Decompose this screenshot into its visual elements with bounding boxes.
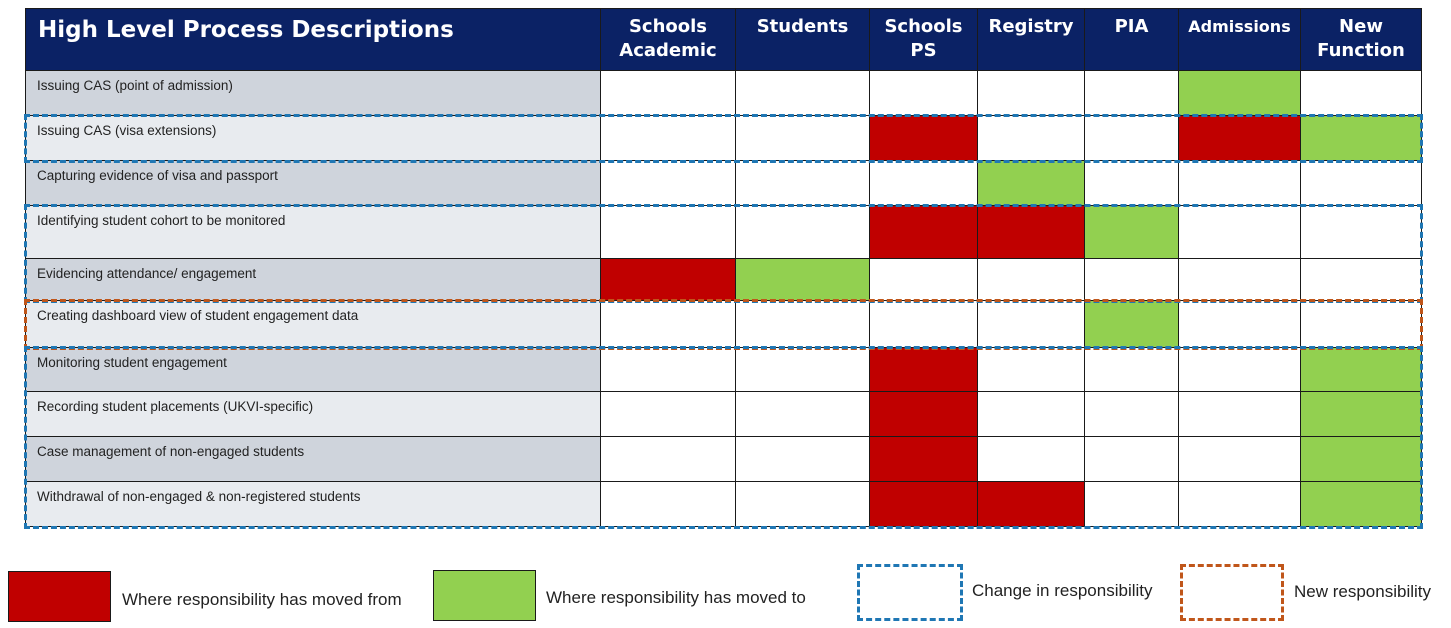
table-row	[26, 348, 1422, 392]
responsibility-cell-schools-ps	[870, 259, 978, 301]
responsibility-cell-pia	[1085, 348, 1179, 392]
responsibility-cell-registry	[978, 116, 1085, 161]
legend-to-label: Where responsibility has moved to	[546, 588, 806, 607]
column-header-admissions: Admissions	[1179, 9, 1301, 71]
legend-change-label: Change in responsibility	[972, 581, 1153, 600]
responsibility-cell-students-to	[736, 259, 870, 301]
responsibility-cell-admissions	[1179, 348, 1301, 392]
responsibility-cell-students	[736, 301, 870, 348]
responsibility-cell-registry-to	[978, 161, 1085, 206]
responsibility-cell-new-function-to	[1301, 348, 1422, 392]
legend-to-swatch	[433, 570, 536, 621]
responsibility-cell-students	[736, 348, 870, 392]
process-label: Withdrawal of non-engaged & non-registered students	[26, 482, 601, 527]
responsibility-cell-schools-ps-from	[870, 392, 978, 437]
responsibility-cell-registry	[978, 259, 1085, 301]
responsibility-cell-new-function	[1301, 161, 1422, 206]
responsibility-cell-schools-academic-from	[601, 259, 736, 301]
responsibility-cell-pia	[1085, 482, 1179, 527]
process-label: Recording student placements (UKVI-specific)	[26, 392, 601, 437]
responsibility-cell-schools-academic	[601, 161, 736, 206]
responsibility-cell-schools-ps	[870, 161, 978, 206]
legend-from-label: Where responsibility has moved from	[122, 590, 402, 609]
responsibility-cell-schools-ps-from	[870, 437, 978, 482]
legend-change-swatch	[857, 564, 963, 621]
responsibility-cell-pia	[1085, 392, 1179, 437]
responsibility-cell-admissions	[1179, 437, 1301, 482]
responsibility-matrix	[25, 8, 1422, 527]
responsibility-cell-schools-ps	[870, 71, 978, 116]
responsibility-cell-registry	[978, 437, 1085, 482]
process-label: Case management of non-engaged students	[26, 437, 601, 482]
responsibility-cell-admissions-from	[1179, 116, 1301, 161]
responsibility-cell-new-function-to	[1301, 482, 1422, 527]
responsibility-cell-schools-academic	[601, 482, 736, 527]
process-label: Issuing CAS (visa extensions)	[26, 116, 601, 161]
process-label: Identifying student cohort to be monitored	[26, 206, 601, 259]
responsibility-cell-schools-ps-from	[870, 348, 978, 392]
process-label: Monitoring student engagement	[26, 348, 601, 392]
responsibility-cell-registry	[978, 301, 1085, 348]
table-row	[26, 301, 1422, 348]
column-header-students: Students	[736, 9, 870, 71]
responsibility-cell-students	[736, 206, 870, 259]
responsibility-cell-schools-academic	[601, 116, 736, 161]
responsibility-cell-registry	[978, 392, 1085, 437]
responsibility-cell-new-function-to	[1301, 392, 1422, 437]
responsibility-cell-new-function	[1301, 71, 1422, 116]
responsibility-cell-admissions	[1179, 259, 1301, 301]
legend-new-label: New responsibility	[1294, 582, 1431, 601]
responsibility-cell-new-function-to	[1301, 116, 1422, 161]
responsibility-cell-registry	[978, 71, 1085, 116]
column-header-schools-academic: Schools Academic	[601, 9, 736, 71]
responsibility-cell-schools-ps-from	[870, 206, 978, 259]
responsibility-cell-schools-academic	[601, 437, 736, 482]
responsibility-cell-pia	[1085, 161, 1179, 206]
process-label: Creating dashboard view of student engagement data	[26, 301, 601, 348]
process-label: Evidencing attendance/ engagement	[26, 259, 601, 301]
legend-new-swatch	[1180, 564, 1284, 621]
table-row	[26, 116, 1422, 161]
table-row	[26, 392, 1422, 437]
responsibility-cell-students	[736, 482, 870, 527]
column-header-schools-ps: Schools PS	[870, 9, 978, 71]
responsibility-cell-schools-academic	[601, 206, 736, 259]
column-header-pia: PIA	[1085, 9, 1179, 71]
table-row	[26, 437, 1422, 482]
responsibility-cell-registry-from	[978, 482, 1085, 527]
responsibility-cell-registry-from	[978, 206, 1085, 259]
responsibility-cell-admissions-to	[1179, 71, 1301, 116]
table-row	[26, 161, 1422, 206]
responsibility-cell-admissions	[1179, 301, 1301, 348]
responsibility-cell-students	[736, 116, 870, 161]
responsibility-cell-new-function	[1301, 301, 1422, 348]
responsibility-cell-registry	[978, 348, 1085, 392]
responsibility-cell-new-function	[1301, 259, 1422, 301]
responsibility-cell-admissions	[1179, 206, 1301, 259]
responsibility-cell-students	[736, 437, 870, 482]
responsibility-cell-pia-to	[1085, 301, 1179, 348]
header-row	[26, 9, 1422, 71]
responsibility-cell-admissions	[1179, 161, 1301, 206]
responsibility-cell-pia	[1085, 437, 1179, 482]
responsibility-cell-schools-ps-from	[870, 116, 978, 161]
responsibility-cell-students	[736, 71, 870, 116]
table-title: High Level Process Descriptions	[26, 9, 601, 71]
responsibility-cell-schools-academic	[601, 71, 736, 116]
column-header-registry: Registry	[978, 9, 1085, 71]
responsibility-cell-schools-academic	[601, 348, 736, 392]
process-label: Capturing evidence of visa and passport	[26, 161, 601, 206]
responsibility-cell-pia-to	[1085, 206, 1179, 259]
responsibility-cell-new-function	[1301, 206, 1422, 259]
matrix-body	[26, 71, 1422, 527]
table-row	[26, 71, 1422, 116]
column-header-new-function: New Function	[1301, 9, 1422, 71]
responsibility-cell-new-function-to	[1301, 437, 1422, 482]
legend-from-swatch	[8, 571, 111, 622]
responsibility-cell-schools-academic	[601, 392, 736, 437]
table-row	[26, 259, 1422, 301]
responsibility-cell-schools-ps	[870, 301, 978, 348]
process-label: Issuing CAS (point of admission)	[26, 71, 601, 116]
table-row	[26, 482, 1422, 527]
responsibility-cell-admissions	[1179, 482, 1301, 527]
responsibility-cell-pia	[1085, 71, 1179, 116]
responsibility-cell-students	[736, 392, 870, 437]
table-row	[26, 206, 1422, 259]
responsibility-cell-schools-academic	[601, 301, 736, 348]
responsibility-cell-students	[736, 161, 870, 206]
responsibility-cell-schools-ps-from	[870, 482, 978, 527]
responsibility-cell-pia	[1085, 116, 1179, 161]
responsibility-cell-admissions	[1179, 392, 1301, 437]
responsibility-cell-pia	[1085, 259, 1179, 301]
